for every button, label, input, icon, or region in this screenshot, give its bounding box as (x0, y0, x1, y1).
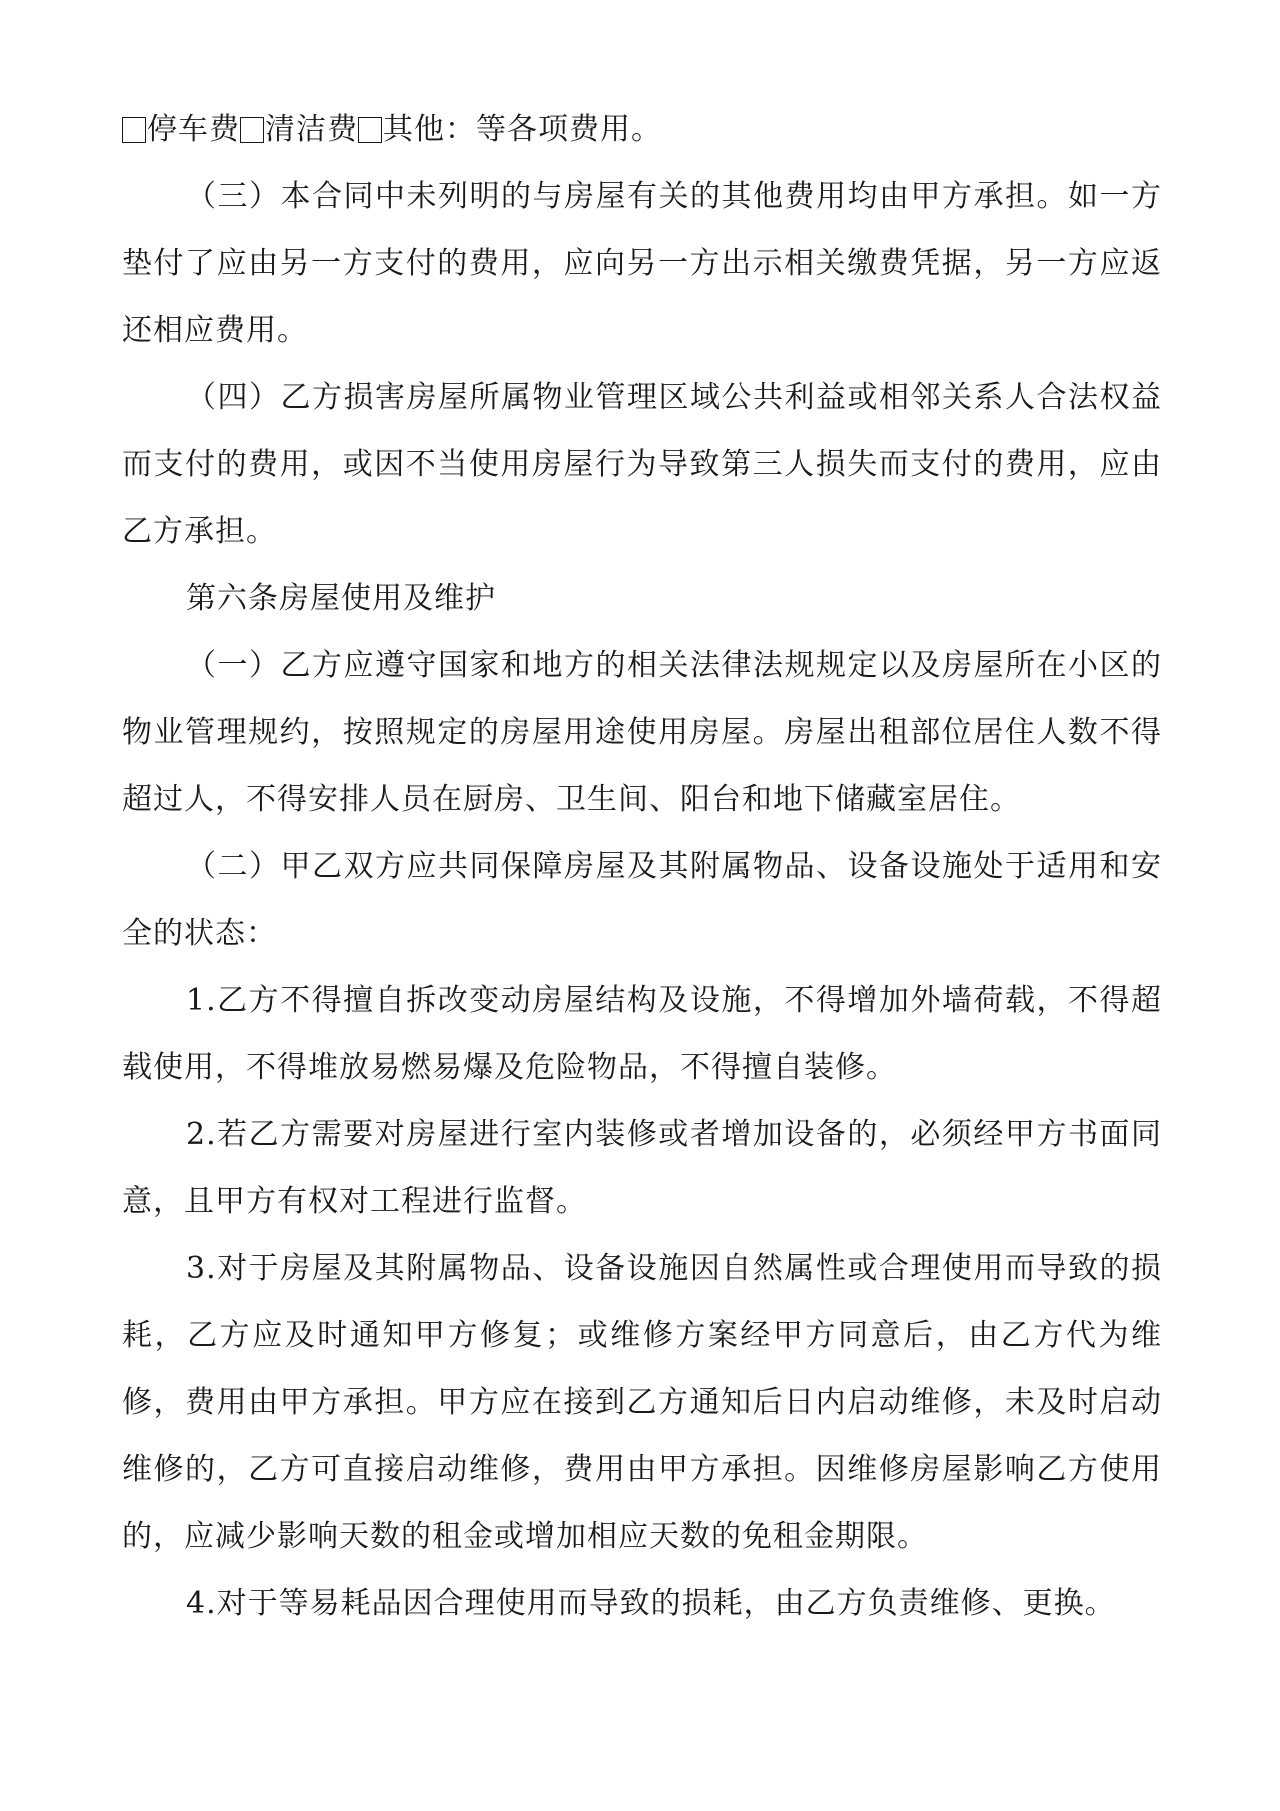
checkbox-cleaning-fee[interactable] (240, 117, 264, 143)
fee-line-tail: ：等各项费用。 (445, 112, 662, 147)
checkbox-other-fee[interactable] (358, 117, 382, 143)
fee-label-parking: 停车费 (147, 112, 240, 147)
paragraph-article-6-clause-2: （二）甲乙双方应共同保障房屋及其附属物品、设备设施处于适用和安全的状态： (122, 849, 1162, 951)
checkbox-parking-fee[interactable] (122, 117, 146, 143)
section-heading-article-6: 第六条房屋使用及维护 (186, 581, 496, 616)
paragraph-article-6-clause-1: （一）乙方应遵守国家和地方的相关法律法规规定以及房屋所在小区的物业管理规约，按照规定的房屋用途使用房屋。房屋出租部位居住人数不得超过人，不得安排人员在厨房、卫生间、阳台和地下储藏室居住。 (122, 648, 1162, 817)
list-item-1: 1.乙方不得擅自拆改变动房屋结构及设施，不得增加外墙荷载，不得超载使用，不得堆放易燃易爆及危险物品，不得擅自装修。 (122, 983, 1162, 1085)
document-page (122, 96, 1162, 1637)
list-item-3: 3.对于房屋及其附属物品、设备设施因自然属性或合理使用而导致的损耗，乙方应及时通知甲方修复；或维修方案经甲方同意后，由乙方代为维修，费用由甲方承担。甲方应在接到乙方通知后日内启动维修，未及时启动维修的，乙方可直接启动维修，费用由甲方承担。因维修房屋影响乙方使用的，应减少影响天数的租金或增加相应天数的免租金期限。 (122, 1251, 1162, 1554)
fee-options-line (122, 96, 1162, 163)
paragraph-clause-4: （四）乙方损害房屋所属物业管理区域公共利益或相邻关系人合法权益而支付的费用，或因不当使用房屋行为导致第三人损失而支付的费用，应由乙方承担。 (122, 380, 1162, 549)
fee-label-cleaning: 清洁费 (265, 112, 358, 147)
list-item-4: 4.对于等易耗品因合理使用而导致的损耗，由乙方负责维修、更换。 (186, 1586, 1116, 1621)
paragraph-clause-3: （三）本合同中未列明的与房屋有关的其他费用均由甲方承担。如一方垫付了应由另一方支付的费用，应向另一方出示相关缴费凭据，另一方应返还相应费用。 (122, 179, 1162, 348)
list-item-2: 2.若乙方需要对房屋进行室内装修或者增加设备的，必须经甲方书面同意，且甲方有权对工程进行监督。 (122, 1117, 1162, 1219)
fee-label-other: 其他 (383, 112, 445, 147)
